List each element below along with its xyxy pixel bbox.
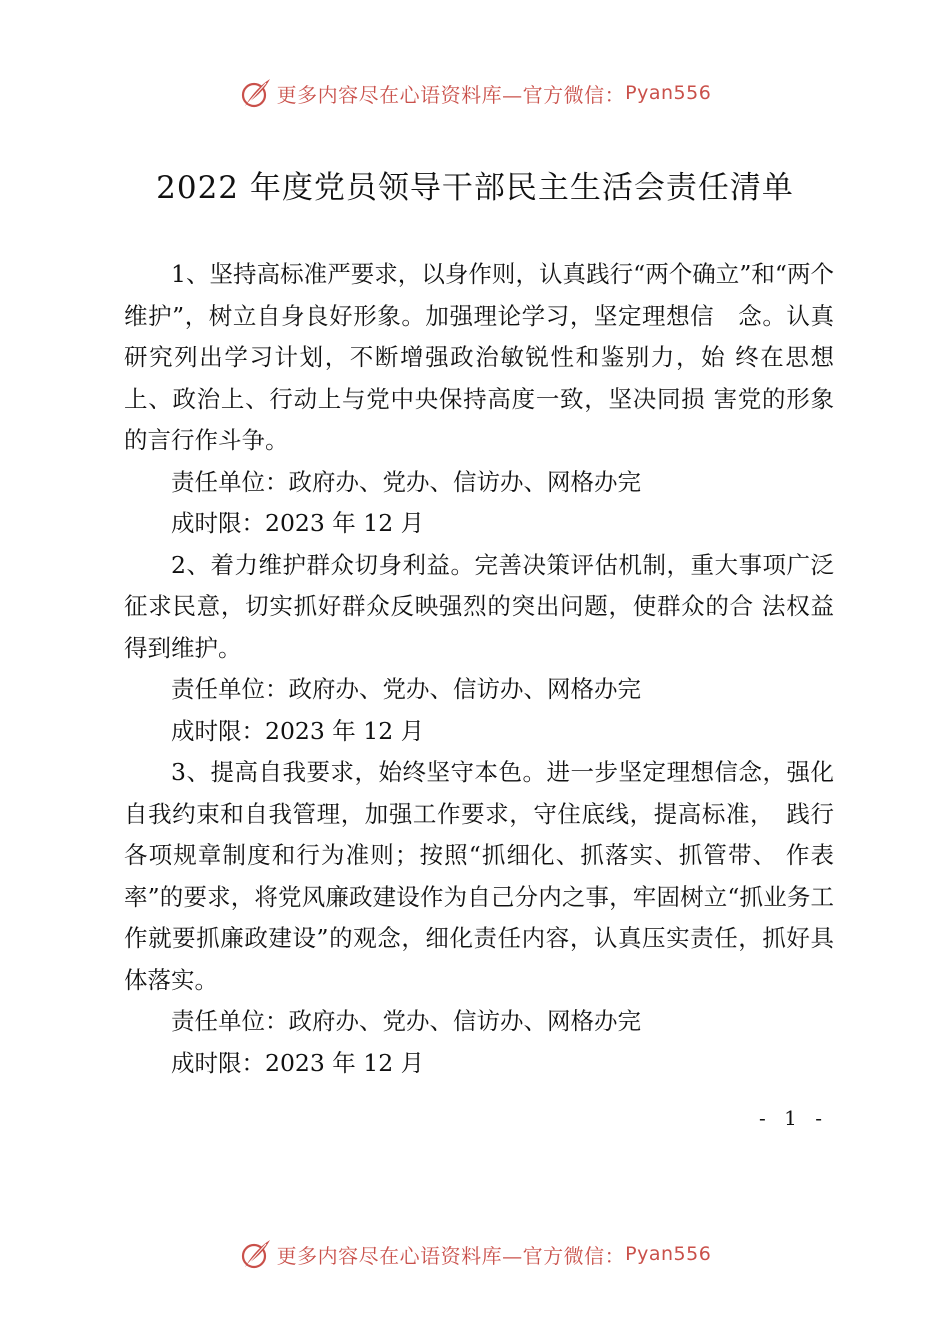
watermark-wechat-id: Pyan556 bbox=[625, 82, 712, 104]
item-3-responsible-unit: 责任单位：政府办、党办、信访办、网格办完 bbox=[171, 1007, 641, 1035]
watermark-text: 更多内容尽在心语资料库—官方微信： bbox=[276, 82, 626, 107]
page-number: - 1 - bbox=[759, 1106, 828, 1130]
watermark-text: 更多内容尽在心语资料库—官方微信： bbox=[276, 1243, 626, 1268]
item-1-deadline: 成时限：2023 年 12 月 bbox=[171, 509, 425, 537]
watermark-wechat-id: Pyan556 bbox=[625, 1243, 712, 1265]
item-2-text: 2、着力维护群众切身利益。完善决策评估机制，重大事项广泛征求民意，切实抓好群众反映强烈的突出问题，使群众的合 法权益得到维护。 bbox=[124, 550, 834, 662]
watermark-footer bbox=[0, 1234, 950, 1274]
item-3-text: 3、提高自我要求，始终坚守本色。进一步坚定理想信念，强化自我约束和自我管理，加强工作要求，守住底线，提高标准， 践行各项规章制度和行为准则；按照“抓细化、抓落实、抓管带、 作表率”的要求，将党风廉政建设作为自己分内之事，牢固树立“抓业务工作就要抓廉政建设”的观念，细化责任内容，认真压实责任，抓好具体落实。 bbox=[124, 758, 834, 994]
red-feather-quill-icon bbox=[239, 76, 273, 110]
item-2-responsible-unit: 责任单位：政府办、党办、信访办、网格办完 bbox=[171, 675, 641, 703]
document-body bbox=[124, 254, 834, 1084]
item-1-responsible-unit: 责任单位：政府办、党办、信访办、网格办完 bbox=[171, 467, 641, 496]
item-2-deadline: 成时限：2023 年 12 月 bbox=[171, 716, 425, 745]
item-3-deadline: 成时限：2023 年 12 月 bbox=[171, 1048, 425, 1077]
watermark-header bbox=[0, 73, 950, 113]
red-feather-quill-icon bbox=[239, 1237, 273, 1271]
item-1-text: 1、坚持高标准严要求，以身作则，认真践行“两个确立”和“两个维护”，树立自身良好形象。加强理论学习，坚定理想信 念。认真研究列出学习计划，不断增强政治敏锐性和鉴别力，始 终在思想上、政治上、行动上与党中央保持高度一致，坚决同损 害党的形象的言行作斗争。 bbox=[124, 260, 834, 454]
document-title: 2022 年度党员领导干部民主生活会责任清单 bbox=[156, 170, 794, 206]
